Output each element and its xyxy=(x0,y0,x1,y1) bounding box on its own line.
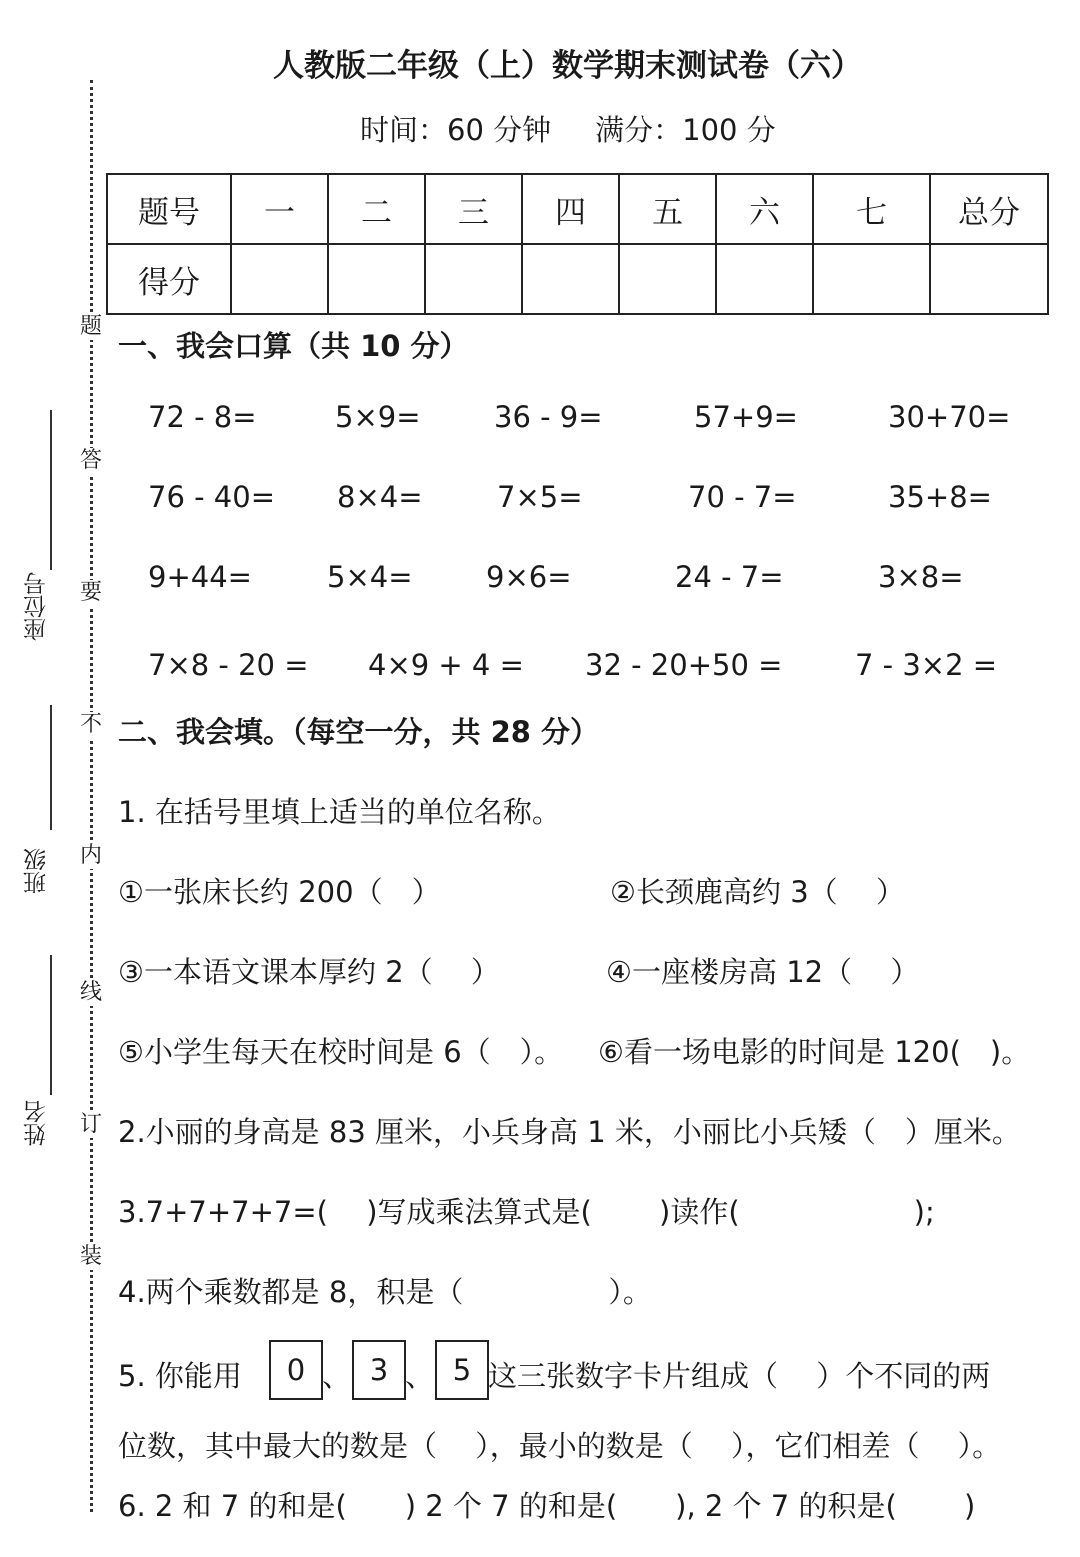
question-2: 2.小丽的身高是 83 厘米，小兵身高 1 米，小丽比小兵矮（ ）厘米。 xyxy=(118,1115,1021,1149)
mental-calc-item: 4×9 + 4 = xyxy=(368,648,524,682)
card-separator: 、 xyxy=(405,1359,435,1393)
question-1-item: ⑥看一场电影的时间是 120( )。 xyxy=(598,1035,1031,1069)
score-table-header-cell: 四 xyxy=(522,174,619,244)
mental-calc-item: 7×5= xyxy=(497,480,583,514)
mental-calc-item: 35+8= xyxy=(888,480,992,514)
mental-calc-item: 30+70= xyxy=(888,400,1011,434)
binding-char: 内 xyxy=(79,843,102,868)
score-cell[interactable] xyxy=(522,244,619,314)
score-table xyxy=(106,173,1049,315)
card-separator: 、 xyxy=(322,1359,352,1393)
digit-card: 3 xyxy=(352,1340,406,1400)
class-line xyxy=(50,705,52,830)
question-5-prefix: 5. 你能用 xyxy=(118,1359,242,1393)
binding-char: 题 xyxy=(79,314,102,339)
score-table-header-cell: 五 xyxy=(619,174,716,244)
mental-calc-item: 72 - 8= xyxy=(148,400,257,434)
seat-number-label: 座位号 xyxy=(24,572,50,641)
mental-calc-item: 7×8 - 20 = xyxy=(148,648,309,682)
name-line xyxy=(50,955,52,1095)
name-label: 姓名 xyxy=(24,1100,50,1146)
mental-calc-item: 32 - 20+50 = xyxy=(585,648,783,682)
score-table-header-cell: 七 xyxy=(813,174,930,244)
mental-calc-item: 76 - 40= xyxy=(148,480,276,514)
mental-calc-item: 9×6= xyxy=(486,560,572,594)
score-table-header-cell: 总分 xyxy=(930,174,1048,244)
score-table-header-cell: 三 xyxy=(425,174,522,244)
question-4: 4.两个乘数都是 8，积是（ ）。 xyxy=(118,1275,652,1309)
score-table-header-cell: 二 xyxy=(328,174,425,244)
mental-calc-item: 7 - 3×2 = xyxy=(855,648,998,682)
score-cell[interactable] xyxy=(716,244,813,314)
mental-calc-item: 24 - 7= xyxy=(675,560,784,594)
question-6: 6. 2 和 7 的和是( ) 2 个 7 的和是( ), 2 个 7 的积是( ) xyxy=(118,1489,976,1523)
score-cell[interactable] xyxy=(231,244,328,314)
binding-dotted-line xyxy=(90,80,93,1512)
question-3: 3.7+7+7+7=( )写成乘法算式是( )读作( ); xyxy=(118,1195,935,1229)
exam-time: 时间：60 分钟 xyxy=(360,113,552,147)
section2-heading: 二、我会填。（每空一分，共 28 分） xyxy=(118,715,600,749)
exam-info xyxy=(360,108,776,149)
mental-calc-item: 9+44= xyxy=(148,560,252,594)
question-5-suffix: 这三张数字卡片组成（ ）个不同的两 xyxy=(488,1359,991,1393)
score-table-score-row xyxy=(107,244,1048,314)
exam-full-score: 满分：100 分 xyxy=(595,113,776,147)
mental-calc-item: 5×9= xyxy=(335,400,421,434)
question-1-item: ④一座楼房高 12（ ） xyxy=(606,955,920,989)
digit-card: 0 xyxy=(269,1340,323,1400)
binding-char: 线 xyxy=(79,980,102,1005)
question-1-item: ⑤小学生每天在校时间是 6（ ）。 xyxy=(118,1035,564,1069)
binding-char: 订 xyxy=(79,1112,102,1137)
section1-heading: 一、我会口算（共 10 分） xyxy=(118,329,469,363)
mental-calc-item: 8×4= xyxy=(337,480,423,514)
mental-calc-item: 3×8= xyxy=(878,560,964,594)
seat-number-line xyxy=(50,410,52,570)
score-table-header-cell: 六 xyxy=(716,174,813,244)
binding-char: 答 xyxy=(79,448,102,473)
binding-char: 要 xyxy=(79,580,102,605)
question-5-line2: 位数，其中最大的数是（ ），最小的数是（ ），它们相差（ ）。 xyxy=(118,1429,1002,1463)
binding-char: 不 xyxy=(79,712,102,737)
binding-char: 装 xyxy=(79,1244,102,1269)
score-table-header-row xyxy=(107,174,1048,244)
question-1-item: ①一张床长约 200（ ） xyxy=(118,875,441,909)
score-cell[interactable] xyxy=(328,244,425,314)
score-cell[interactable] xyxy=(813,244,930,314)
score-cell[interactable] xyxy=(619,244,716,314)
mental-calc-item: 70 - 7= xyxy=(688,480,797,514)
digit-card: 5 xyxy=(435,1340,489,1400)
score-row-label: 得分 xyxy=(107,244,231,314)
class-label: 班级 xyxy=(24,848,50,894)
question-1-item: ②长颈鹿高约 3（ ） xyxy=(610,875,905,909)
mental-calc-item: 36 - 9= xyxy=(494,400,603,434)
score-table-header-cell: 一 xyxy=(231,174,328,244)
score-cell[interactable] xyxy=(930,244,1048,314)
mental-calc-item: 57+9= xyxy=(694,400,798,434)
score-table-header-cell: 题号 xyxy=(107,174,231,244)
question-1-item: ③一本语文课本厚约 2（ ） xyxy=(118,955,500,989)
exam-title: 人教版二年级（上）数学期末测试卷（六） xyxy=(273,48,862,84)
mental-calc-item: 5×4= xyxy=(327,560,413,594)
score-cell[interactable] xyxy=(425,244,522,314)
question-1: 1. 在括号里填上适当的单位名称。 xyxy=(118,795,561,829)
